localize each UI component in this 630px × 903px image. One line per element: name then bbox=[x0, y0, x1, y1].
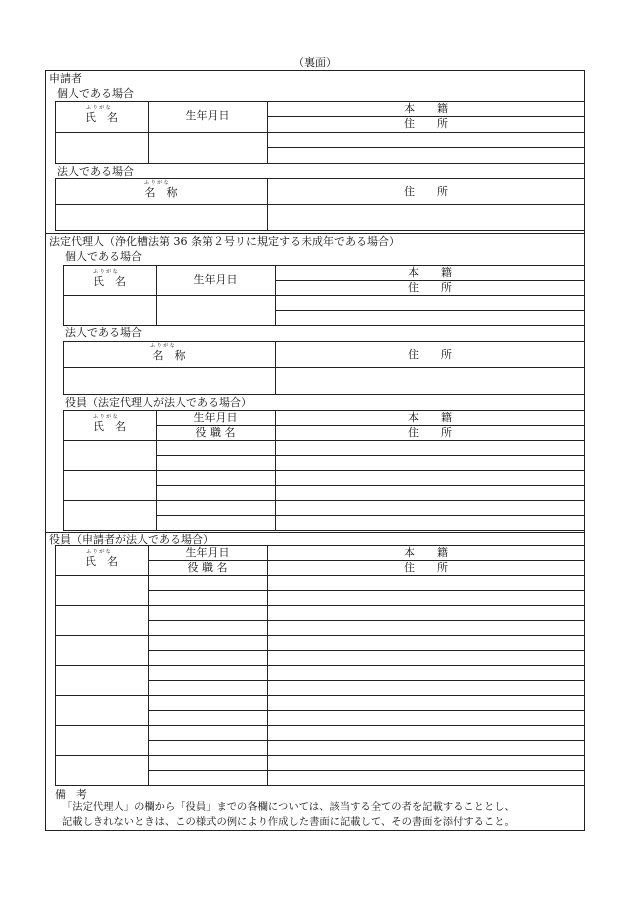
remarks-line-1: 「法定代理人」の欄から「役員」までの各欄については、該当する全ての者を記載することとし、 bbox=[62, 801, 515, 813]
rep-honseki-header: 本 籍 bbox=[408, 266, 452, 279]
ruby-furigana: ふ り が な bbox=[86, 549, 111, 555]
section-applicant-individual: 個人である場合 bbox=[57, 87, 134, 100]
rep-corp-name-header: 名 称 bbox=[152, 349, 186, 362]
ruby-furigana: ふ り が な bbox=[86, 105, 111, 111]
table-line bbox=[267, 545, 268, 785]
table-line bbox=[156, 515, 585, 516]
table-line bbox=[148, 650, 585, 651]
table-line bbox=[63, 367, 585, 368]
honseki-header: 本 籍 bbox=[404, 102, 448, 115]
table-line bbox=[148, 770, 585, 771]
table-line bbox=[55, 101, 585, 102]
section-legal-representative: 法定代理人（浄化槽法第 36 条第２号リに規定する未成年である場合） bbox=[49, 235, 400, 248]
address-header: 住 所 bbox=[404, 117, 448, 130]
table-line bbox=[55, 695, 585, 696]
section-divider bbox=[45, 233, 585, 234]
ruby-furigana: ふ り が な bbox=[93, 414, 118, 420]
table-line bbox=[267, 147, 585, 148]
table-line bbox=[55, 230, 585, 231]
rep-birth-header: 生年月日 bbox=[193, 273, 238, 286]
rep-name-header: 氏 名 bbox=[93, 275, 126, 288]
remarks-line-2: 記載しきれないときは、この様式の例により作成した書面に記載して、その書面を添付すること。 bbox=[62, 816, 515, 828]
table-line bbox=[148, 590, 585, 591]
table-line bbox=[55, 545, 585, 546]
table-line bbox=[55, 132, 585, 133]
officer-address-header: 住 所 bbox=[404, 561, 448, 574]
rep-officer-position-header: 役 職 名 bbox=[195, 426, 236, 439]
table-line bbox=[63, 341, 585, 342]
rep-officer-address-header: 住 所 bbox=[408, 426, 452, 439]
table-line bbox=[63, 341, 64, 394]
table-line bbox=[55, 635, 585, 636]
rep-corp-address-header: 住 所 bbox=[408, 348, 452, 361]
table-line bbox=[148, 680, 585, 681]
table-line bbox=[55, 755, 585, 756]
table-line bbox=[55, 178, 56, 230]
ruby-furigana: ふ り が な bbox=[144, 180, 169, 186]
rep-officer-birth-header: 生年月日 bbox=[193, 411, 238, 424]
table-line bbox=[63, 394, 585, 395]
page-title: （裏面） bbox=[293, 56, 337, 69]
table-line bbox=[55, 725, 585, 726]
corp-address-header: 住 所 bbox=[404, 185, 448, 198]
section-rep-individual: 個人である場合 bbox=[65, 250, 142, 263]
table-line bbox=[63, 440, 585, 441]
table-line bbox=[156, 455, 585, 456]
table-line bbox=[55, 204, 585, 205]
officer-position-header: 役 職 名 bbox=[187, 561, 228, 574]
section-applicant-corporation: 法人である場合 bbox=[57, 165, 134, 178]
birth-header: 生年月日 bbox=[185, 109, 230, 122]
table-line bbox=[55, 605, 585, 606]
table-line bbox=[63, 470, 585, 471]
corp-name-header: 名 称 bbox=[144, 186, 178, 199]
ruby-furigana: ふ り が な bbox=[93, 269, 118, 275]
table-line bbox=[55, 545, 56, 785]
rep-officer-name-header: 氏 名 bbox=[93, 420, 126, 433]
table-line bbox=[148, 710, 585, 711]
remarks-heading: 備考 bbox=[55, 788, 97, 801]
rep-officer-honseki-header: 本 籍 bbox=[408, 411, 452, 424]
table-line bbox=[148, 620, 585, 621]
table-line bbox=[55, 785, 585, 786]
table-line bbox=[63, 265, 64, 325]
officer-birth-header: 生年月日 bbox=[185, 546, 230, 559]
table-line bbox=[55, 575, 585, 576]
table-line bbox=[63, 410, 585, 411]
table-line bbox=[63, 265, 585, 266]
table-line bbox=[63, 295, 585, 296]
section-applicant: 申請者 bbox=[49, 72, 82, 85]
officer-name-header: 氏 名 bbox=[85, 555, 118, 568]
officer-honseki-header: 本 籍 bbox=[404, 546, 448, 559]
table-line bbox=[55, 101, 56, 163]
table-line bbox=[156, 485, 585, 486]
section-rep-officers: 役員（法定代理人が法人である場合） bbox=[65, 396, 252, 409]
table-line bbox=[55, 665, 585, 666]
rep-address-header: 住 所 bbox=[408, 281, 452, 294]
table-line bbox=[63, 530, 585, 531]
section-rep-corporation: 法人である場合 bbox=[65, 326, 142, 339]
section-applicant-officers: 役員（申請者が法人である場合） bbox=[49, 533, 214, 546]
table-line bbox=[148, 545, 149, 785]
ruby-furigana: ふ り が な bbox=[150, 343, 175, 349]
name-header: 氏 名 bbox=[85, 111, 118, 124]
table-line bbox=[275, 310, 585, 311]
table-line bbox=[55, 163, 585, 164]
form-frame bbox=[45, 70, 585, 831]
table-line bbox=[148, 740, 585, 741]
table-line bbox=[63, 500, 585, 501]
table-line bbox=[55, 178, 585, 179]
